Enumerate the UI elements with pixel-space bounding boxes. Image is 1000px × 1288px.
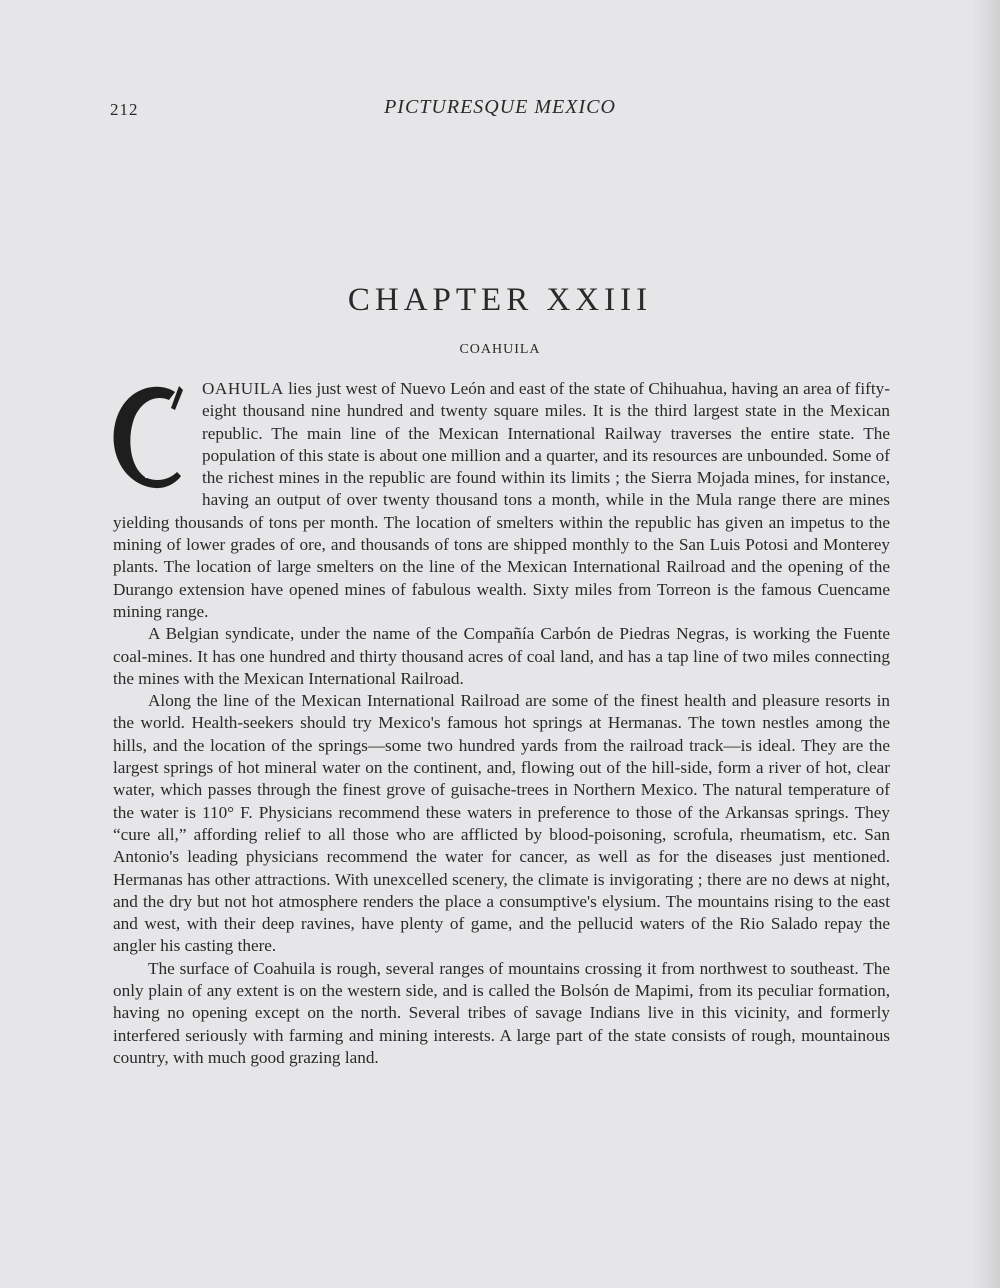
running-head bbox=[0, 96, 1000, 122]
paragraph-1-text: lies just west of Nuevo León and east of the state of Chihuahua, having an area of fifty-eight thousand nine hundred and twenty square miles. It is the third largest state in the Mexican republic. The main line of the Mexican International Railway traverses the entire state. The population of this state is about one million and a quarter, and its resources are unbounded. Some of the richest mines in the republic are found within its limits ; the Sierra Mojada mines, for instance, having an output of over twenty thousand tons a month, while in the Mula range there are mines yielding thousands of tons per month. The location of smelters within the republic has given an impetus to the mining of lower grades of ore, and thousands of tons are shipped monthly to the San Luis Potosi and Monterey plants. The location of large smelters on the line of the Mexican International Railroad and the opening of the Durango extension have opened mines of fabulous wealth. Sixty miles from Torreon is the famous Cuencame mining range. bbox=[113, 379, 890, 621]
paragraph-4: The surface of Coahuila is rough, several ranges of mountains crossing it from northwest to southeast. The only plain of any extent is on the western side, and is called the Bolsón de Mapimi, from its peculiar formation, having no opening except on the north. Several tribes of savage Indians live in this vicinity, and formerly interfered seriously with farming and mining interests. A large part of the state consists of rough, mountainous country, with much good grazing land. bbox=[113, 958, 890, 1067]
page-edge-shadow bbox=[972, 0, 1000, 1288]
paragraph-3: Along the line of the Mexican International Railroad are some of the finest health and pleasure resorts in the world. Health-seekers should try Mexico's famous hot springs at Hermanas. The town nestles among the hills, and the location of the springs—some two hundred yards from the railroad track—is ideal. They are the largest springs of hot mineral water on the continent, and, flowing out of the hill-side, form a river of hot, clear water, which passes through the finest grove of guisache-trees in Northern Mexico. The natural temperature of the water is 110° F. Physicians recommend these waters in preference to those of the Arkansas springs. They “cure all,” affording relief to all those who are afflicted by blood-poisoning, scrofula, rheumatism, etc. San Antonio's leading physicians recommend the water for cancer, as well as for the diseases just mentioned. Hermanas has other attractions. With unexcelled scenery, the climate is invigorating ; there are no dews at night, and the dry but not hot atmosphere renders the place a consumptive's elysium. The mountains rising to the east and west, with their deep ravines, have plenty of game, and the pellucid waters of the Rio Salado repay the angler his casting there. bbox=[113, 691, 890, 956]
chapter-subtitle: COAHUILA bbox=[459, 342, 541, 357]
page-number: 212 bbox=[110, 100, 139, 119]
running-title: PICTURESQUE MEXICO bbox=[384, 96, 616, 118]
lead-word: OAHUILA bbox=[202, 379, 284, 398]
body-text bbox=[113, 378, 890, 1069]
paragraph-2: A Belgian syndicate, under the name of the Compañía Carbón de Piedras Negras, is working the Fuente coal-mines. It has one hundred and thirty thousand acres of coal land, and has a tap line of two miles connecting the mines with the Mexican International Railroad. bbox=[113, 624, 890, 688]
drop-cap-c bbox=[105, 382, 190, 492]
chapter-title: CHAPTER XXIII bbox=[347, 282, 653, 318]
paragraph-1 bbox=[113, 378, 890, 623]
